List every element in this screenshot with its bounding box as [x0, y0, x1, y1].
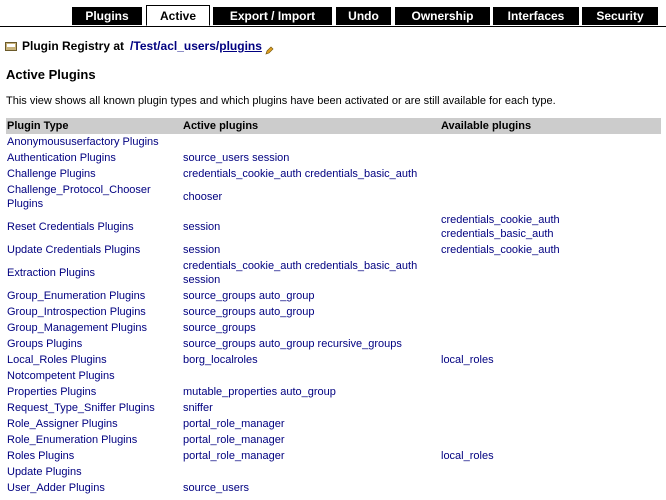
active-plugins-cell	[182, 464, 440, 480]
active-plugins-cell	[182, 212, 440, 242]
active-plugin-text: credentials_cookie_auth credentials_basic_auth	[183, 168, 418, 180]
breadcrumb-plugins-link[interactable]: plugins	[219, 39, 262, 53]
available-plugins-cell	[440, 242, 661, 258]
column-header-plugin-type: Plugin Type	[6, 118, 182, 134]
plugin-type-link[interactable]: Properties Plugins	[7, 386, 97, 398]
available-plugins-cell	[440, 352, 661, 368]
active-plugin-text: credentials_cookie_auth credentials_basic_auth	[183, 260, 418, 272]
plugin-type-cell	[6, 400, 182, 416]
tab-plugins[interactable]: Plugins	[72, 7, 142, 25]
active-plugin-text: portal_role_manager	[183, 450, 285, 462]
available-plugins-cell	[440, 400, 661, 416]
active-plugins-cell	[182, 448, 440, 464]
active-plugin-text: borg_localroles	[183, 354, 258, 366]
available-plugins-cell	[440, 320, 661, 336]
plugin-type-cell	[6, 320, 182, 336]
tab-interfaces[interactable]: Interfaces	[493, 7, 579, 25]
available-plugins-cell	[440, 212, 661, 242]
plugin-type-cell	[6, 448, 182, 464]
table-row	[6, 166, 661, 182]
tab-bar	[0, 0, 666, 27]
table-row	[6, 464, 661, 480]
available-plugin-text: credentials_cookie_auth	[441, 214, 560, 226]
active-plugins-cell	[182, 166, 440, 182]
active-plugins-cell	[182, 150, 440, 166]
active-plugins-cell	[182, 288, 440, 304]
plugin-type-cell	[6, 166, 182, 182]
active-plugins-cell	[182, 416, 440, 432]
plugin-type-link[interactable]: Challenge_Protocol_Chooser Plugins	[7, 184, 151, 210]
active-plugin-text: session	[183, 221, 221, 233]
table-row	[6, 480, 661, 496]
breadcrumb-root-link[interactable]: /	[130, 39, 134, 53]
active-plugins-cell	[182, 336, 440, 352]
page-title: Active Plugins	[6, 67, 96, 82]
table-row	[6, 182, 661, 212]
available-plugins-cell	[440, 150, 661, 166]
plugin-type-link[interactable]: Group_Introspection Plugins	[7, 306, 146, 318]
available-plugins-cell	[440, 384, 661, 400]
available-plugins-cell	[440, 448, 661, 464]
table-header-row	[6, 118, 661, 134]
page-description: This view shows all known plugin types and which plugins have been activated or are still available for each type.	[6, 95, 556, 107]
plugin-type-link[interactable]: Role_Enumeration Plugins	[7, 434, 138, 446]
table-row	[6, 258, 661, 288]
available-plugins-cell	[440, 368, 661, 384]
plugin-type-link[interactable]: Local_Roles Plugins	[7, 354, 107, 366]
table-row	[6, 304, 661, 320]
active-plugins-cell	[182, 352, 440, 368]
active-plugins-cell	[182, 480, 440, 496]
active-plugins-cell	[182, 182, 440, 212]
plugin-type-cell	[6, 416, 182, 432]
active-plugin-text: chooser	[183, 191, 223, 203]
active-plugin-text: session	[183, 274, 221, 286]
tab-undo[interactable]: Undo	[336, 7, 391, 25]
table-row	[6, 368, 661, 384]
available-plugins-cell	[440, 258, 661, 288]
active-plugins-cell	[182, 368, 440, 384]
available-plugins-cell	[440, 304, 661, 320]
table-row	[6, 384, 661, 400]
plugin-type-cell	[6, 480, 182, 496]
plugin-type-cell	[6, 150, 182, 166]
plugin-type-cell	[6, 464, 182, 480]
plugin-type-link[interactable]: Authentication Plugins	[7, 152, 116, 164]
plugin-type-link[interactable]: Role_Assigner Plugins	[7, 418, 118, 430]
active-plugin-text: sniffer	[183, 402, 213, 414]
plugin-type-link[interactable]: Anonymoususerfactory Plugins	[7, 136, 159, 148]
table-row	[6, 416, 661, 432]
active-plugin-text: source_groups auto_group	[183, 290, 315, 302]
breadcrumb	[4, 37, 274, 55]
breadcrumb-separator: /	[157, 39, 161, 53]
available-plugins-cell	[440, 480, 661, 496]
breadcrumb-separator: /	[215, 39, 220, 53]
plugin-type-link[interactable]: Group_Management Plugins	[7, 322, 148, 334]
plugin-type-cell	[6, 352, 182, 368]
table-row	[6, 432, 661, 448]
active-plugin-text: portal_role_manager	[183, 418, 285, 430]
active-plugin-text: portal_role_manager	[183, 434, 285, 446]
plugin-type-cell	[6, 182, 182, 212]
plugin-type-link[interactable]: Groups Plugins	[7, 338, 83, 350]
plugin-type-cell	[6, 432, 182, 448]
available-plugins-cell	[440, 166, 661, 182]
breadcrumb-prefix: Plugin Registry at	[22, 39, 125, 53]
available-plugins-cell	[440, 336, 661, 352]
plugin-type-link[interactable]: Extraction Plugins	[7, 267, 96, 279]
active-plugins-cell	[182, 304, 440, 320]
plugin-type-cell	[6, 336, 182, 352]
available-plugin-text: local_roles	[441, 450, 494, 462]
plugin-type-cell	[6, 368, 182, 384]
active-plugins-cell	[182, 400, 440, 416]
active-plugin-text: source_groups	[183, 322, 256, 334]
plugin-type-link[interactable]: Challenge Plugins	[7, 168, 96, 180]
plugin-type-link[interactable]: Request_Type_Sniffer Plugins	[7, 402, 155, 414]
active-plugin-text: source_groups auto_group	[183, 306, 315, 318]
active-plugins-cell	[182, 134, 440, 150]
active-plugin-text: source_groups auto_group recursive_groups	[183, 338, 402, 350]
plugin-type-cell	[6, 384, 182, 400]
table-row	[6, 288, 661, 304]
table-row	[6, 448, 661, 464]
table-row	[6, 242, 661, 258]
tab-active[interactable]: Active	[146, 5, 210, 26]
table-row	[6, 400, 661, 416]
plugin-type-cell	[6, 134, 182, 150]
breadcrumb-acl-users-link[interactable]: acl_users	[160, 39, 216, 53]
active-plugins-cell	[182, 320, 440, 336]
available-plugins-cell	[440, 432, 661, 448]
active-plugins-cell	[182, 242, 440, 258]
tab-ownership[interactable]: Ownership	[395, 7, 490, 25]
table-row	[6, 212, 661, 242]
plugin-type-cell	[6, 242, 182, 258]
active-plugin-text: source_users session	[183, 152, 290, 164]
plugin-type-link[interactable]: Notcompetent Plugins	[7, 370, 115, 382]
plugin-type-link[interactable]: Update Plugins	[7, 466, 82, 478]
breadcrumb-test-link[interactable]: Test	[133, 39, 158, 53]
zope-object-icon	[4, 40, 18, 52]
active-plugins-cell	[182, 384, 440, 400]
available-plugins-cell	[440, 182, 661, 212]
tab-security[interactable]: Security	[582, 7, 658, 25]
plugin-type-link[interactable]: Roles Plugins	[7, 450, 75, 462]
active-plugin-text: session	[183, 244, 221, 256]
plugin-type-link[interactable]: Update Credentials Plugins	[7, 244, 141, 256]
plugin-type-link[interactable]: Reset Credentials Plugins	[7, 221, 134, 233]
active-plugins-cell	[182, 258, 440, 288]
table-row	[6, 150, 661, 166]
available-plugin-text: credentials_basic_auth	[441, 228, 554, 240]
plugin-type-link[interactable]: User_Adder Plugins	[7, 482, 105, 494]
available-plugins-cell	[440, 288, 661, 304]
plugins-table	[6, 118, 661, 496]
available-plugins-cell	[440, 134, 661, 150]
table-row	[6, 336, 661, 352]
available-plugin-text: local_roles	[441, 354, 494, 366]
pencil-icon[interactable]	[265, 44, 274, 53]
table-row	[6, 352, 661, 368]
active-plugin-text: mutable_properties auto_group	[183, 386, 336, 398]
available-plugin-text: credentials_cookie_auth	[441, 244, 560, 256]
column-header-available-plugins: Available plugins	[440, 118, 661, 134]
plugin-type-cell	[6, 212, 182, 242]
plugin-type-cell	[6, 288, 182, 304]
column-header-active-plugins: Active plugins	[182, 118, 440, 134]
tab-export-import[interactable]: Export / Import	[213, 7, 332, 25]
available-plugins-cell	[440, 464, 661, 480]
table-row	[6, 320, 661, 336]
available-plugins-cell	[440, 416, 661, 432]
active-plugin-text: source_users	[183, 482, 250, 494]
table-row	[6, 134, 661, 150]
active-plugins-cell	[182, 432, 440, 448]
plugin-type-cell	[6, 304, 182, 320]
plugin-type-link[interactable]: Group_Enumeration Plugins	[7, 290, 146, 302]
plugin-type-cell	[6, 258, 182, 288]
